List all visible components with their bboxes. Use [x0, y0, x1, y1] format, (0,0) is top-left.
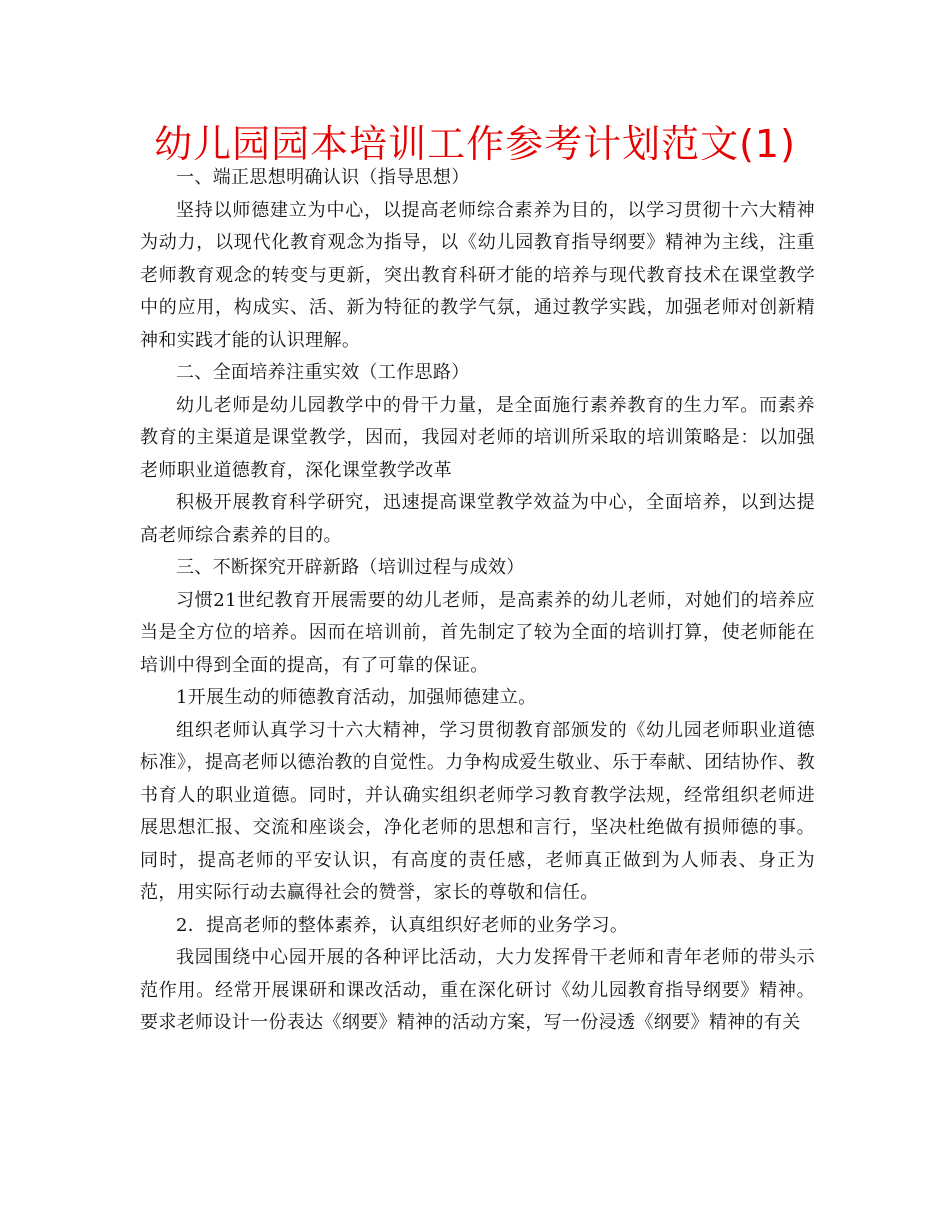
paragraph: 我园围绕中心园开展的各种评比活动，大力发挥骨干老师和青年老师的带头示范作用。经常开展课研和课改活动，重在深化研讨《幼儿园教育指导纲要》精神。要求老师设计一份表达《纲要》精神的活动方案，写一份浸透《纲要》精神的有关: [140, 947, 815, 1033]
sub-heading-2: 2．提高老师的整体素养，认真组织好老师的业务学习。: [176, 914, 629, 936]
section-heading-3: 三、不断探究开辟新路（培训过程与成效）: [176, 557, 525, 578]
document-body: [140, 162, 815, 1040]
paragraph: 坚持以师德建立为中心，以提高老师综合素养为目的，以学习贯彻十六大精神为动力，以现代化教育观念为指导，以《幼儿园教育指导纲要》精神为主线，注重老师教育观念的转变与更新，突出教育科研才能的培养与现代教育技术在课堂教学中的应用，构成实、活、新为特征的教学气氛，通过教学实践，加强老师对创新精神和实践才能的认识理解。: [140, 199, 815, 351]
document-title: 幼儿园园本培训工作参考计划范文(1): [154, 122, 796, 166]
sub-heading-1: 1开展生动的师德教育活动，加强师德建立。: [176, 687, 537, 708]
paragraph: 组织老师认真学习十六大精神，学习贯彻教育部颁发的《幼儿园老师职业道德标准》，提高老师以德治教的自觉性。力争构成爱生敬业、乐于奉献、团结协作、教书育人的职业道德。同时，并认确实组织老师学习教育教学法规，经常组织老师进展思想汇报、交流和座谈会，净化老师的思想和言行，坚决杜绝做有损师德的事。同时，提高老师的平安认识，有高度的责任感，老师真正做到为人师表、身正为范，用实际行动去赢得社会的赞誉，家长的尊敬和信任。: [140, 719, 815, 903]
paragraph: 积极开展教育科学研究，迅速提高课堂教学效益为中心，全面培养，以到达提高老师综合素养的目的。: [140, 492, 815, 546]
paragraph: 幼儿老师是幼儿园教学中的骨干力量，是全面施行素养教育的生力军。而素养教育的主渠道是课堂教学，因而，我园对老师的培训所采取的培训策略是：以加强老师职业道德教育，深化课堂教学改革: [140, 394, 815, 481]
section-heading-1: 一、端正思想明确认识（指导思想）: [176, 167, 470, 188]
section-heading-2: 二、全面培养注重实效（工作思路）: [176, 362, 470, 383]
paragraph: 习惯21世纪教育开展需要的幼儿老师，是高素养的幼儿老师，对她们的培养应当是全方位的培养。因而在培训前，首先制定了较为全面的培训打算，使老师能在培训中得到全面的提高，有了可靠的保证。: [140, 589, 815, 676]
